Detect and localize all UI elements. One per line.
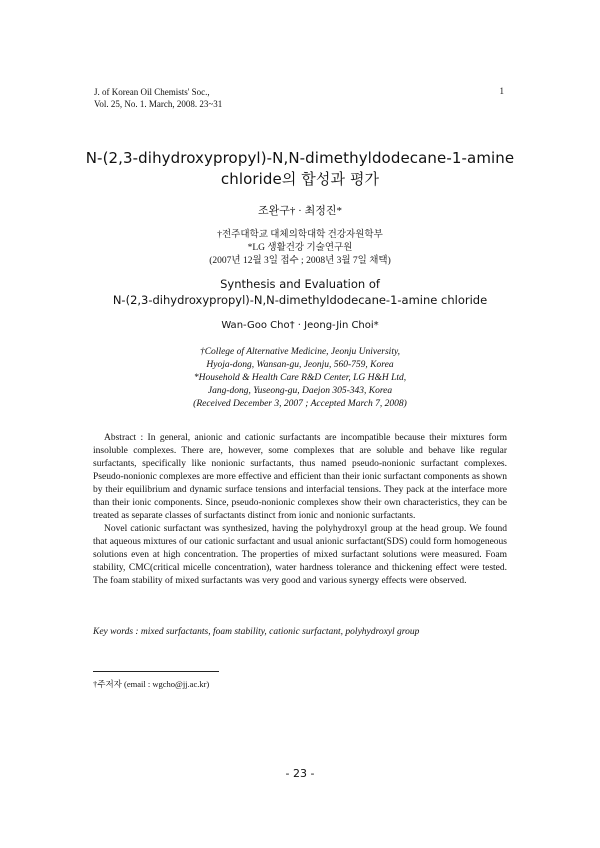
- english-affiliation-2: *Household & Health Care R&D Center, LG H&H Ltd,: [193, 373, 407, 383]
- keywords: Key words : mixed surfactants, foam stability, cationic surfactant, polyhydroxyl group: [93, 627, 420, 637]
- abstract: [93, 432, 507, 588]
- korean-affiliation-2: *LG 생활건강 기술연구원: [247, 243, 353, 253]
- abstract-text-1: In general, anionic and cationic surfactants are incompatible because their mixtures form insoluble complexes. There are, however, some complexes that are soluble and behave like regular surfactants, specifically like nonionic surfactants, thus named pseudo-nonionic surfactant complexes. Pseudo-nonionic complexes are more effective and efficient than their ionic surfactant components as shown by their equilibrium and dynamic surface tensions and interfacial tensions. They pack at the interface more than their ionic components. Since, pseudo-nonionic complexes show their own characteristics, they can be treated as separate classes of surfactants distinct from ionic and nonionic surfactants.: [93, 433, 508, 521]
- corresponding-author-footnote: †주저자 (email : wgcho@jj.ac.kr): [93, 679, 210, 689]
- journal-name: J. of Korean Oil Chemists' Soc.,: [94, 87, 210, 97]
- abstract-label: Abstract :: [104, 433, 144, 443]
- korean-authors: 조완구† · 최정진*: [258, 205, 342, 217]
- korean-title: [60, 148, 540, 190]
- journal-citation: [94, 86, 222, 110]
- english-title: [60, 276, 540, 308]
- footnote-divider: [93, 671, 219, 672]
- english-authors: Wan-Goo Cho† · Jeong-Jin Choi*: [221, 320, 379, 331]
- english-title-line1: Synthesis and Evaluation of: [220, 277, 380, 291]
- korean-affiliation-1: †전주대학교 대체의학대학 건강자원학부: [217, 230, 383, 240]
- journal-volume: Vol. 25, No. 1. March, 2008. 23~31: [94, 99, 223, 109]
- english-affiliation-1-address: Hyoja-dong, Wansan-gu, Jeonju, 560-759, Korea: [206, 360, 394, 370]
- english-title-line2: N-(2,3-dihydroxypropyl)-N,N-dimethyldodecane-1-amine chloride: [112, 293, 488, 307]
- abstract-paragraph-2: Novel cationic surfactant was synthesized, having the polyhydroxyl group at the head group. We found that aqueous mixtures of our cationic surfactant and usual anionic surfactant(SDS) could form homogeneous solutions even at high concentration. The properties of mixed surfactant solutions were measured. Foam stability, CMC(critical micelle concentration), water hardness tolerance and thickening effect were tested. The foam stability of mixed surfactants was very good and various synergy effects were observed.: [93, 524, 507, 586]
- korean-received-date: (2007년 12월 3일 접수 ; 2008년 3월 7일 채택): [209, 256, 391, 266]
- english-affiliations: [60, 346, 540, 411]
- header-page-number: 1: [499, 86, 504, 96]
- abstract-paragraph-1: [93, 432, 507, 523]
- english-received-date: (Received December 3, 2007 ; Accepted March 7, 2008): [193, 399, 407, 409]
- footer-page-number: - 23 -: [285, 767, 315, 780]
- korean-title-line1: N-(2,3-dihydroxypropyl)-N,N-dimethyldodecane-1-amine: [85, 149, 515, 167]
- korean-affiliations: [60, 229, 540, 268]
- english-affiliation-1: †College of Alternative Medicine, Jeonju University,: [199, 347, 401, 357]
- korean-title-line2: chloride의 합성과 평가: [220, 170, 380, 188]
- english-affiliation-2-address: Jang-dong, Yuseong-gu, Daejon 305-343, Korea: [207, 386, 393, 396]
